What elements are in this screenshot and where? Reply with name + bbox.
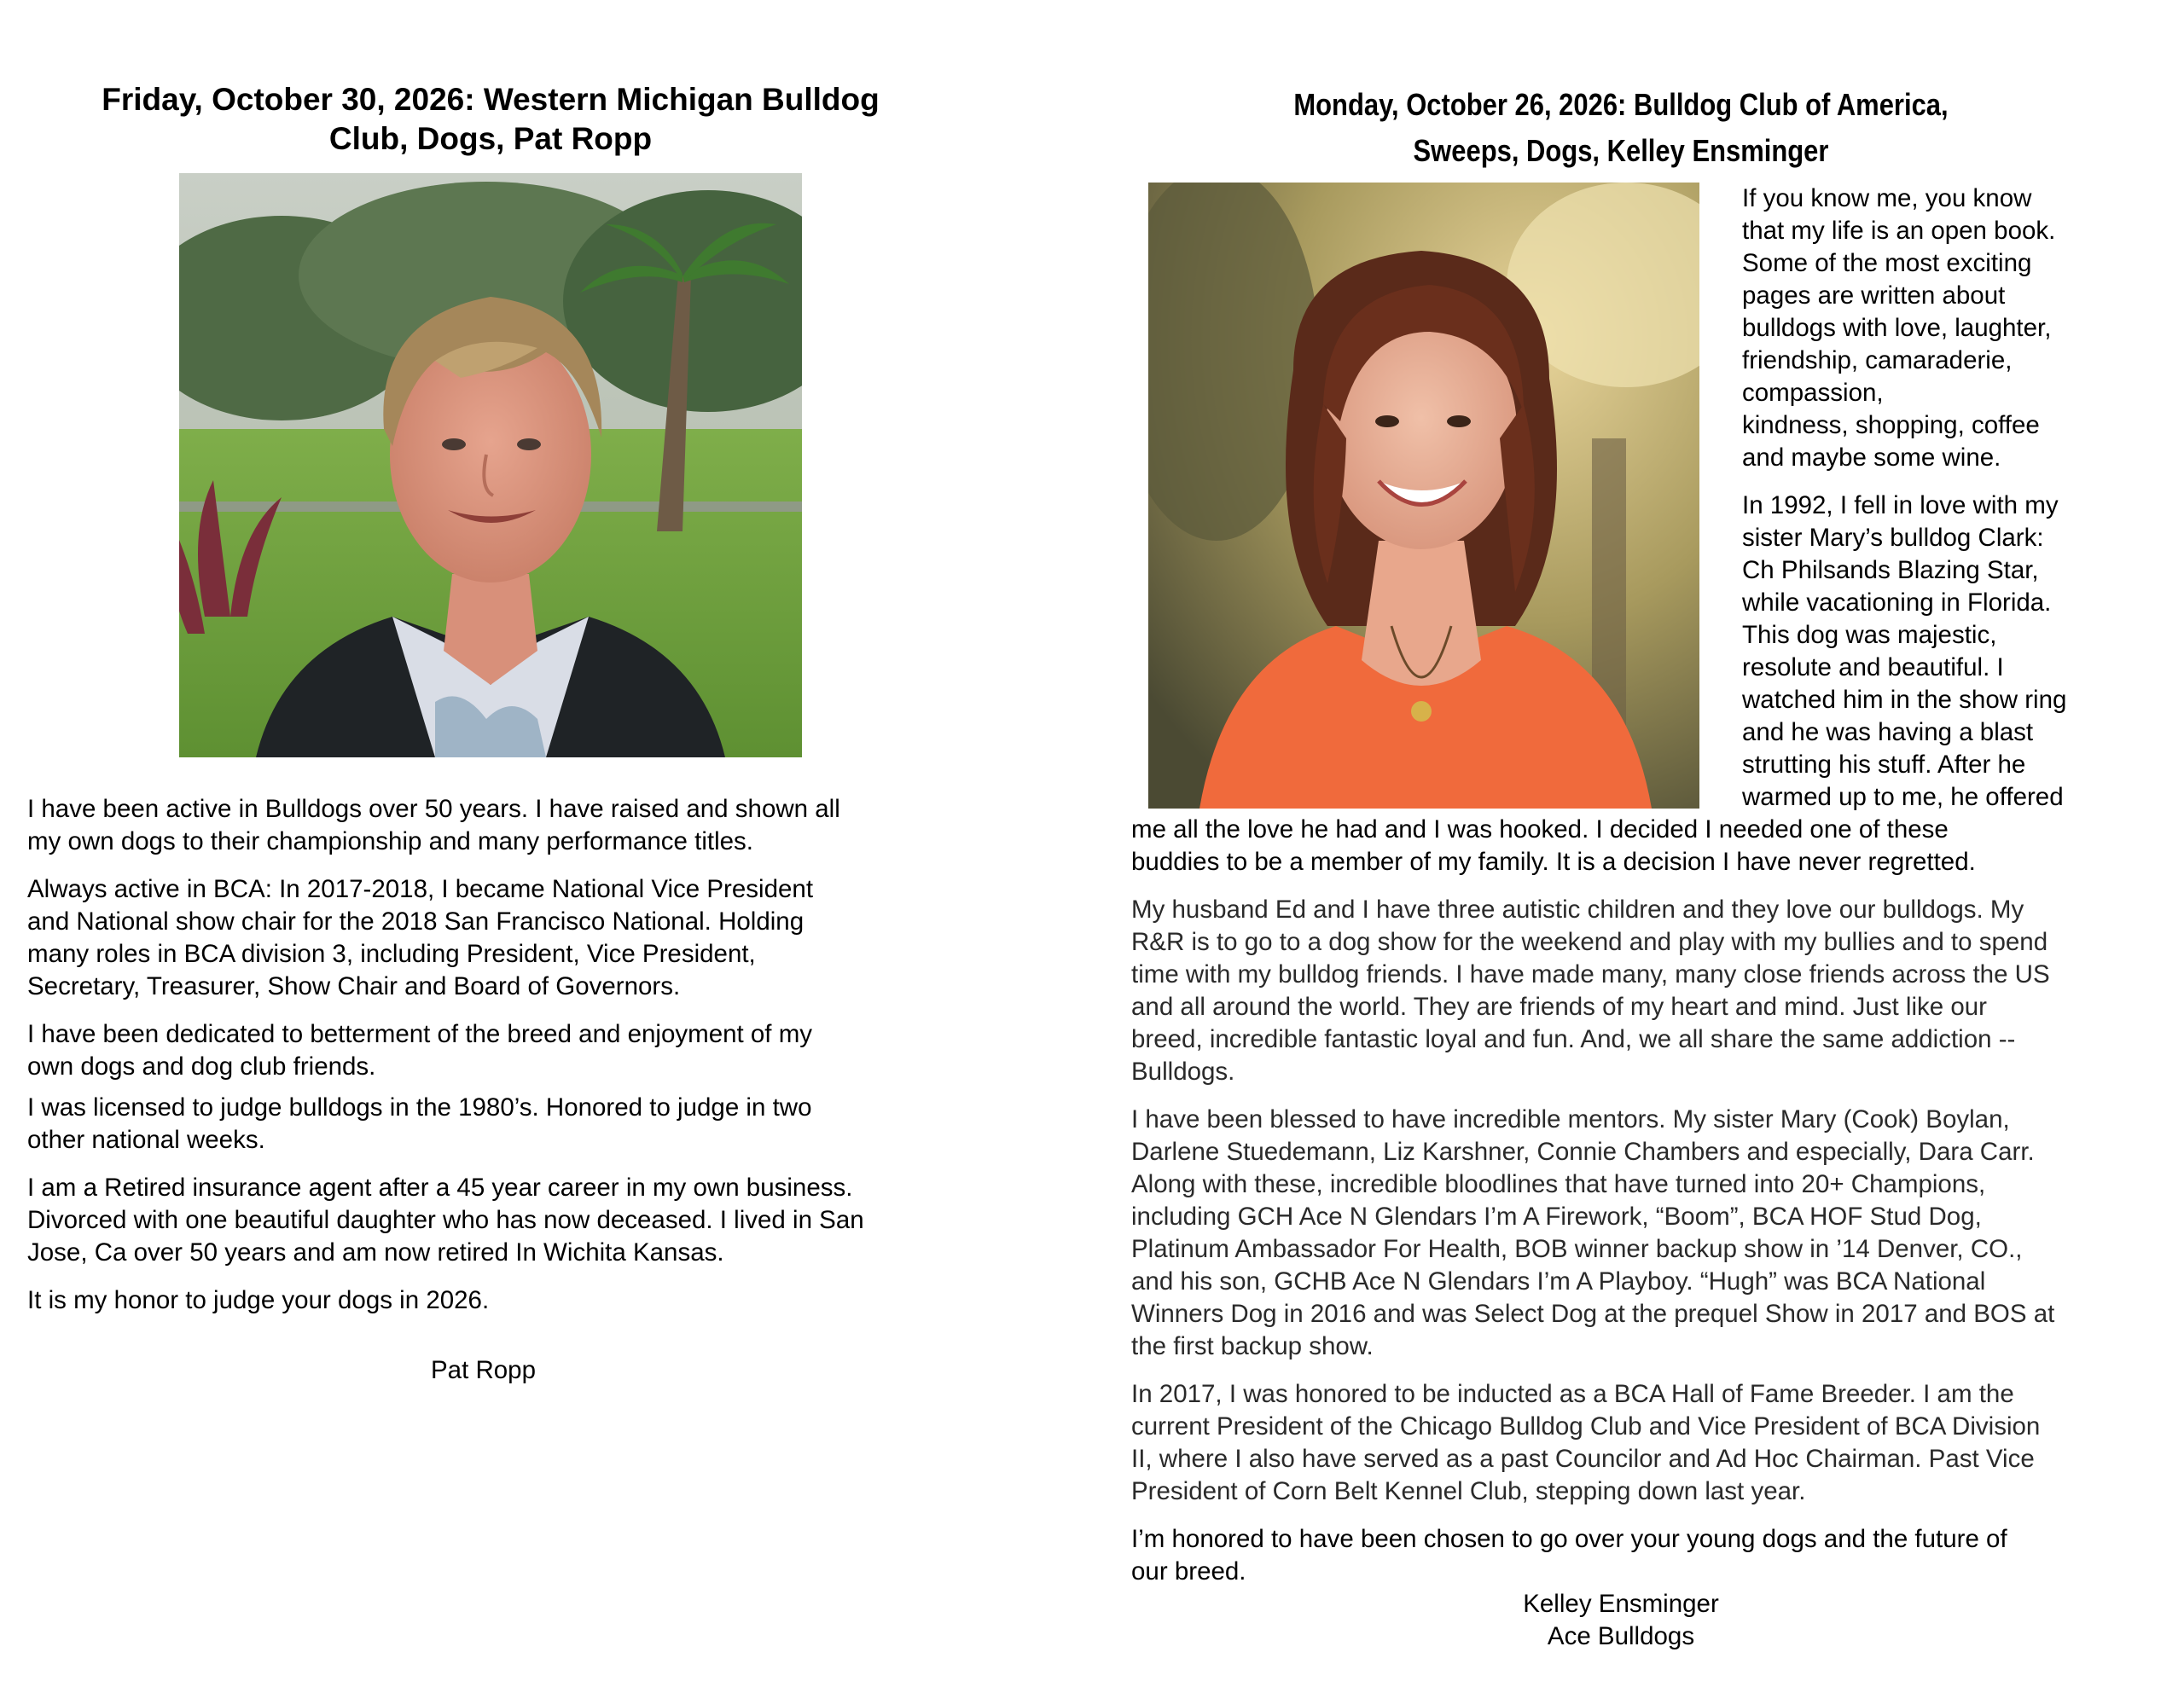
text-line: President of Corn Belt Kennel Club, stepping down last year. [1131,1477,1806,1505]
text-line: bulldogs with love, laughter, [1742,314,2052,342]
left-paragraph [27,793,983,858]
text-line: My husband Ed and I have three autistic children and they love our bulldogs. My [1131,896,2024,924]
text-line: and all around the world. They are friends of my heart and mind. Just like our [1131,993,1987,1021]
left-paragraph [27,873,983,1003]
kelley-ensminger-photo [1148,183,1699,809]
right-paragraph [1131,1378,2121,1508]
text-line: warmed up to me, he offered [1742,783,2064,811]
text-line: breed, incredible fantastic loyal and fun. And, we all share the same addiction -- [1131,1025,2016,1053]
right-paragraph [1131,1104,2121,1363]
text-line: pages are written about [1742,281,2006,310]
text-line: Secretary, Treasurer, Show Chair and Board of Governors. [27,972,681,1000]
left-paragraph [27,1172,983,1269]
text-line: and his son, GCHB Ace N Glendars I’m A Playboy. “Hugh” was BCA National [1131,1267,1986,1296]
text-line: and National show chair for the 2018 San Francisco National. Holding [27,907,804,936]
text-line: I was licensed to judge bulldogs in the 1980’s. Honored to judge in two [27,1093,812,1122]
text-line: Bulldogs. [1131,1058,1235,1086]
left-title [51,80,930,159]
text-line: Some of the most exciting [1742,249,2032,277]
right-title-line: Monday, October 26, 2026: Bulldog Club of America, [1293,87,1949,122]
text-line: Platinum Ambassador For Health, BOB winner backup show in ’14 Denver, CO., [1131,1235,2023,1263]
right-side-paragraph [1742,490,2117,814]
text-line: II, where I also have served as a past Councilor and Ad Hoc Chairman. Past Vice [1131,1445,2035,1473]
left-signature: Pat Ropp [431,1356,536,1384]
text-line: I have been blessed to have incredible mentors. My sister Mary (Cook) Boylan, [1131,1105,2010,1133]
left-paragraph [27,1018,983,1083]
left-paragraph [27,1284,983,1317]
text-line: R&R is to go to a dog show for the weekend and play with my bullies and to spend [1131,928,2048,956]
text-line: I have been dedicated to betterment of the breed and enjoyment of my [27,1020,813,1048]
text-line: In 1992, I fell in love with my [1742,491,2059,519]
text-line: Winners Dog in 2016 and was Select Dog at the prequel Show in 2017 and BOS at [1131,1300,2055,1328]
text-line: the first backup show. [1131,1332,1374,1360]
text-line: time with my bulldog friends. I have made many, many close friends across the US [1131,960,2050,988]
text-line: Divorced with one beautiful daughter who has now deceased. I lived in San [27,1206,864,1234]
right-biography [1131,814,2121,1603]
text-line: sister Mary’s bulldog Clark: [1742,524,2044,552]
text-line: Ch Philsands Blazing Star, [1742,556,2039,584]
text-line: Along with these, incredible bloodlines that have turned into 20+ Champions, [1131,1170,1986,1198]
text-line: buddies to be a member of my family. It is a decision I have never regretted. [1131,848,1976,876]
right-paragraph [1131,894,2121,1088]
pat-ropp-photo [179,173,802,757]
text-line: This dog was majestic, [1742,621,1997,649]
text-line: If you know me, you know [1742,184,2032,212]
text-line: watched him in the show ring [1742,686,2067,714]
left-biography [27,793,983,1332]
text-line: and maybe some wine. [1742,443,2001,472]
text-line: Jose, Ca over 50 years and am now retired In Wichita Kansas. [27,1238,724,1267]
left-title-line: Club, Dogs, Pat Ropp [328,121,653,156]
right-paragraph [1131,814,2121,878]
right-title-line: Sweeps, Dogs, Kelley Ensminger [1413,133,1829,168]
text-line: that my life is an open book. [1742,217,2056,245]
text-line: while vacationing in Florida. [1742,588,2052,617]
right-title [1195,82,2047,174]
signature-name: Kelley Ensminger [1523,1590,1719,1618]
text-line: me all the love he had and I was hooked. I decided I needed one of these [1131,815,1949,844]
text-line: our breed. [1131,1557,1246,1586]
text-line: own dogs and dog club friends. [27,1052,376,1081]
text-line: Always active in BCA: In 2017-2018, I became National Vice President [27,875,814,903]
text-line: other national weeks. [27,1126,265,1154]
text-line: I have been active in Bulldogs over 50 years. I have raised and shown all [27,795,840,823]
left-title-line: Friday, October 30, 2026: Western Michigan Bulldog [102,82,880,117]
text-line: In 2017, I was honored to be inducted as a BCA Hall of Fame Breeder. I am the [1131,1380,2014,1408]
text-line: including GCH Ace N Glendars I’m A Firework, “Boom”, BCA HOF Stud Dog, [1131,1203,1982,1231]
right-intro [1742,183,2117,829]
text-line: Darlene Stuedemann, Liz Karshner, Connie Chambers and especially, Dara Carr. [1131,1138,2035,1166]
text-line: resolute and beautiful. I [1742,653,2004,681]
right-paragraph [1131,1523,2121,1588]
text-line: I am a Retired insurance agent after a 45 year career in my own business. [27,1174,853,1202]
text-line: strutting his stuff. After he [1742,751,2026,779]
text-line: It is my honor to judge your dogs in 2026. [27,1286,490,1314]
signature-kennel: Ace Bulldogs [1547,1622,1695,1650]
text-line: I’m honored to have been chosen to go over your young dogs and the future of [1131,1525,2007,1553]
right-signature [1126,1588,2116,1653]
right-side-paragraph [1742,183,2117,474]
text-line: my own dogs to their championship and many performance titles. [27,827,754,855]
text-line: many roles in BCA division 3, including President, Vice President, [27,940,756,968]
left-paragraph [27,1092,983,1157]
text-line: friendship, camaraderie, [1742,346,2013,374]
text-line: kindness, shopping, coffee [1742,411,2040,439]
text-line: current President of the Chicago Bulldog Club and Vice President of BCA Division [1131,1412,2041,1441]
text-line: and he was having a blast [1742,718,2034,746]
text-line: compassion, [1742,379,1884,407]
